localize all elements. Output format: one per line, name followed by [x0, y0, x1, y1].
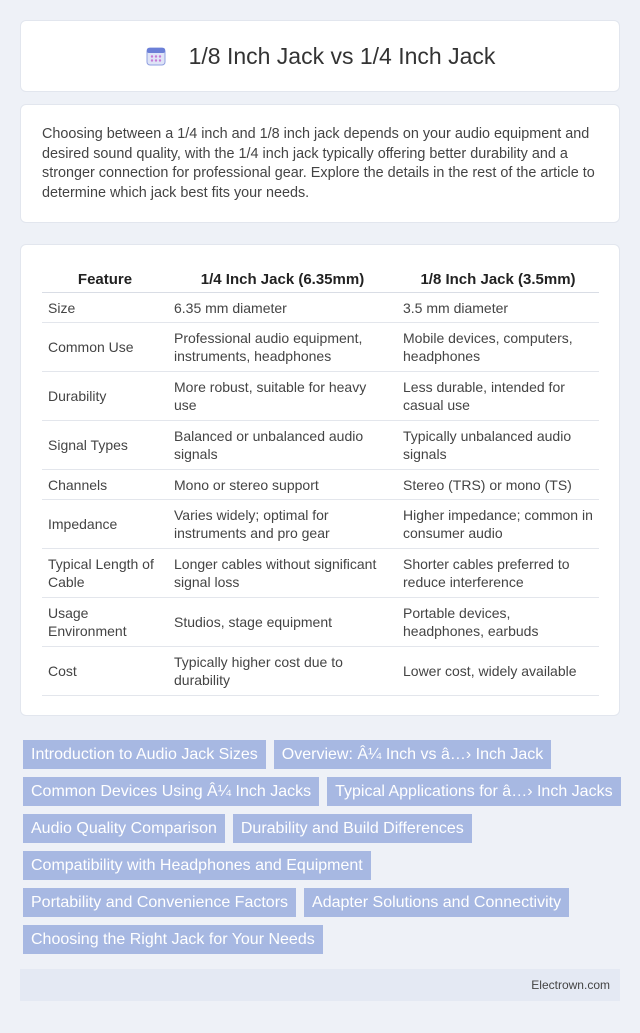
comparison-table-card	[20, 244, 620, 716]
table-cell-feature: Cost	[42, 647, 168, 696]
page-title: 1/8 Inch Jack vs 1/4 Inch Jack	[188, 42, 496, 69]
tag-row	[23, 888, 623, 917]
table-cell: Stereo (TRS) or mono (TS)	[397, 470, 599, 500]
table-row	[42, 372, 599, 421]
calendar-grid-icon	[145, 45, 167, 67]
table-cell-feature: Size	[42, 293, 168, 323]
tag-link[interactable]: Choosing the Right Jack for Your Needs	[23, 925, 323, 954]
table-cell-feature: Typical Length of Cable	[42, 549, 168, 598]
table-row	[42, 549, 599, 598]
table-row	[42, 323, 599, 372]
table-cell: Studios, stage equipment	[168, 598, 397, 647]
table-header-quarter-inch: 1/4 Inch Jack (6.35mm)	[168, 265, 397, 293]
table-row	[42, 647, 599, 696]
table-cell: Shorter cables preferred to reduce interference	[397, 549, 599, 598]
footer	[20, 969, 620, 1001]
table-header-eighth-inch: 1/8 Inch Jack (3.5mm)	[397, 265, 599, 293]
table-row	[42, 421, 599, 470]
table-cell: Mobile devices, computers, headphones	[397, 323, 599, 372]
table-header-feature: Feature	[42, 265, 168, 293]
table-cell: Mono or stereo support	[168, 470, 397, 500]
table-cell: 6.35 mm diameter	[168, 293, 397, 323]
table-cell-feature: Common Use	[42, 323, 168, 372]
table-cell-feature: Channels	[42, 470, 168, 500]
tag-link[interactable]: Portability and Convenience Factors	[23, 888, 296, 917]
table-cell: Varies widely; optimal for instruments and pro gear	[168, 500, 397, 549]
tag-link[interactable]: Introduction to Audio Jack Sizes	[23, 740, 266, 769]
tag-link[interactable]: Typical Applications for â…› Inch Jacks	[327, 777, 620, 806]
intro-card	[20, 104, 620, 223]
tag-link[interactable]: Audio Quality Comparison	[23, 814, 225, 843]
table-cell: Portable devices, headphones, earbuds	[397, 598, 599, 647]
table-cell: Longer cables without significant signal loss	[168, 549, 397, 598]
tag-row	[23, 777, 623, 806]
footer-site-name[interactable]: Electrown.com	[531, 978, 610, 992]
table-cell-feature: Impedance	[42, 500, 168, 549]
tag-row	[23, 740, 623, 769]
table-row	[42, 470, 599, 500]
table-row	[42, 598, 599, 647]
tag-link[interactable]: Adapter Solutions and Connectivity	[304, 888, 569, 917]
tag-row	[23, 925, 623, 954]
table-cell: Balanced or unbalanced audio signals	[168, 421, 397, 470]
table-cell-feature: Signal Types	[42, 421, 168, 470]
table-header-row	[42, 265, 599, 293]
table-cell: Less durable, intended for casual use	[397, 372, 599, 421]
topic-tags	[23, 740, 623, 962]
tag-row	[23, 851, 623, 880]
tag-link[interactable]: Durability and Build Differences	[233, 814, 472, 843]
table-cell: Professional audio equipment, instruments, headphones	[168, 323, 397, 372]
table-cell-feature: Durability	[42, 372, 168, 421]
table-row	[42, 293, 599, 323]
table-cell: Lower cost, widely available	[397, 647, 599, 696]
intro-text: Choosing between a 1/4 inch and 1/8 inch jack depends on your audio equipment and desired sound quality, with the 1/4 inch jack typically offering better durability and a stronger connection for professional gear. Explore the details in the rest of the article to determine which jack best fits your needs.	[42, 126, 595, 201]
header-card	[20, 20, 620, 92]
tag-link[interactable]: Common Devices Using Â¼ Inch Jacks	[23, 777, 319, 806]
table-cell: Higher impedance; common in consumer audio	[397, 500, 599, 549]
tag-link[interactable]: Overview: Â¼ Inch vs â…› Inch Jack	[274, 740, 551, 769]
tag-row	[23, 814, 623, 843]
table-row	[42, 500, 599, 549]
table-cell: Typically higher cost due to durability	[168, 647, 397, 696]
comparison-table	[42, 265, 599, 696]
tag-link[interactable]: Compatibility with Headphones and Equipment	[23, 851, 371, 880]
table-cell: Typically unbalanced audio signals	[397, 421, 599, 470]
table-cell: More robust, suitable for heavy use	[168, 372, 397, 421]
table-cell-feature: Usage Environment	[42, 598, 168, 647]
table-cell: 3.5 mm diameter	[397, 293, 599, 323]
